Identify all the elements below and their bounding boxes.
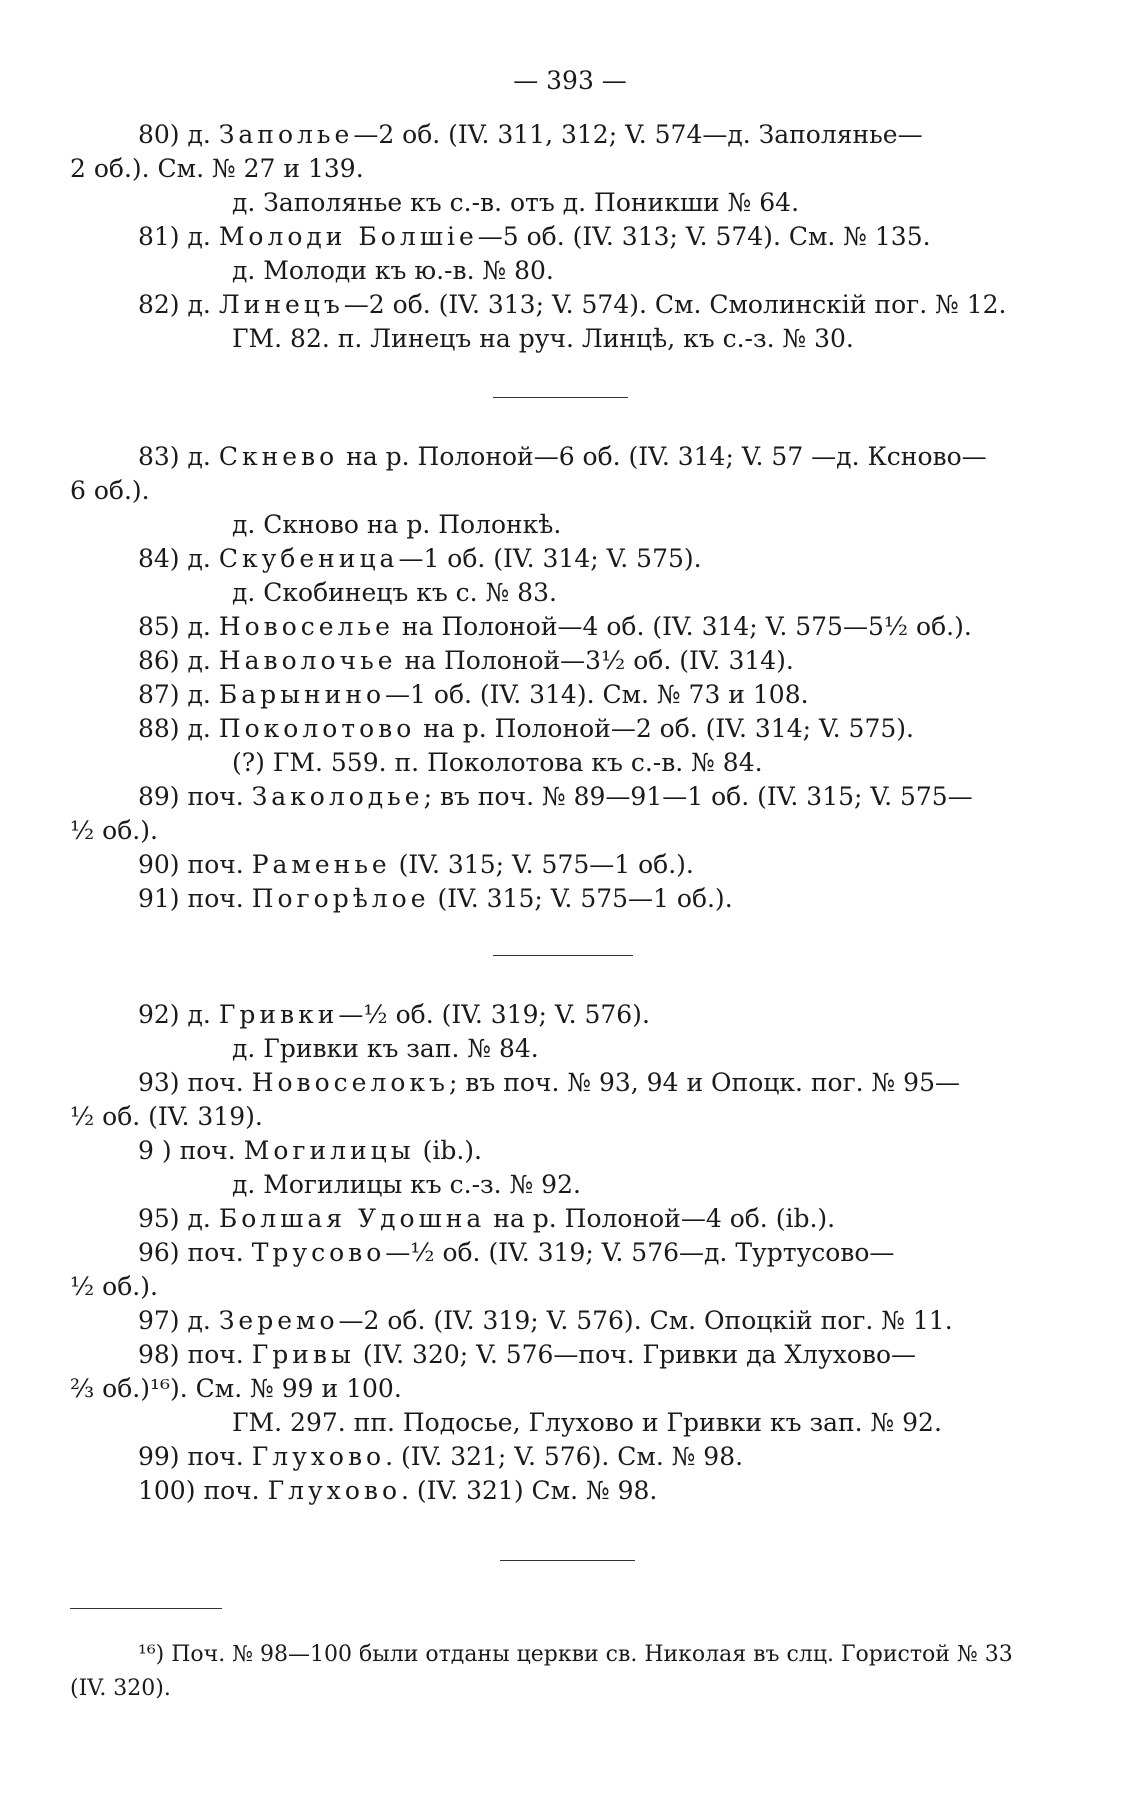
entry-number: 93) bbox=[138, 1068, 180, 1097]
entry-type: д. bbox=[187, 442, 211, 471]
continuation-line: ½ об. (IV. 319). bbox=[70, 1102, 263, 1131]
place-name: Молоди Болшіе bbox=[218, 222, 478, 251]
entry-line bbox=[70, 610, 1070, 644]
entry-line bbox=[70, 780, 1070, 814]
entry-details: . (IV. 321; V. 576). См. № 98. bbox=[385, 1442, 744, 1471]
entry-line bbox=[70, 1066, 1070, 1100]
entry-number: 87) bbox=[138, 680, 180, 709]
entry-number: 81) bbox=[138, 222, 180, 251]
entry-number: 99) bbox=[138, 1442, 180, 1471]
entry-line bbox=[70, 1202, 1070, 1236]
entry-number: 90) bbox=[138, 850, 180, 879]
entry-details: (IV. 315; V. 575—1 об.). bbox=[390, 850, 694, 879]
entry-line bbox=[70, 678, 1070, 712]
entry-details: —2 об. (IV. 313; V. 574). См. Смолинскій пог. № 12. bbox=[343, 290, 1007, 319]
entry-line bbox=[70, 644, 1070, 678]
note-line: д. Молоди къ ю.-в. № 80. bbox=[232, 256, 554, 285]
entry-number: 9 ) bbox=[138, 1136, 172, 1165]
continuation-line: 6 об.). bbox=[70, 476, 150, 505]
place-name: Трусово bbox=[251, 1238, 386, 1267]
place-name: Погорѣлое bbox=[251, 884, 430, 913]
entry-details: —1 об. (IV. 314). См. № 73 и 108. bbox=[385, 680, 809, 709]
place-name: Гривы bbox=[251, 1340, 355, 1369]
note-line: д. Заполянье къ с.-в. отъ д. Поникши № 64. bbox=[232, 188, 800, 217]
entry-number: 95) bbox=[138, 1204, 180, 1233]
entry-line bbox=[70, 542, 1070, 576]
entry-details: —1 об. (IV. 314; V. 575). bbox=[398, 544, 702, 573]
entry-number: 91) bbox=[138, 884, 180, 913]
entry-type: д. bbox=[187, 1000, 211, 1029]
entry-type: поч. bbox=[187, 1442, 244, 1471]
entry-line bbox=[70, 1134, 1070, 1168]
note-line: д. Могилицы къ с.-з. № 92. bbox=[232, 1170, 581, 1199]
entry-details: —2 об. (IV. 311, 312; V. 574—д. Заполянье— bbox=[353, 120, 923, 149]
entry-line bbox=[70, 998, 1070, 1032]
place-name: Линецъ bbox=[218, 290, 344, 319]
entry-type: д. bbox=[187, 120, 211, 149]
entry-type: поч. bbox=[187, 1238, 244, 1267]
entry-line bbox=[70, 1474, 1070, 1508]
entry-type: поч. bbox=[187, 1340, 244, 1369]
entry-type: д. bbox=[187, 612, 211, 641]
entry-number: 83) bbox=[138, 442, 180, 471]
entry-line bbox=[70, 440, 1070, 474]
footnote-line: ¹⁶) Поч. № 98—100 были отданы церкви св. Николая въ слц. Гористой № 33 bbox=[138, 1642, 1013, 1667]
entry-line bbox=[70, 288, 1070, 322]
place-name: Барынино bbox=[218, 680, 386, 709]
entry-number: 85) bbox=[138, 612, 180, 641]
entry-number: 88) bbox=[138, 714, 180, 743]
entry-line bbox=[70, 220, 1070, 254]
place-name: Скнево bbox=[218, 442, 339, 471]
entry-line bbox=[70, 848, 1070, 882]
entry-details: на р. Полоной—4 об. (ib.). bbox=[485, 1204, 836, 1233]
entry-type: поч. bbox=[187, 884, 244, 913]
continuation-line: ⅔ об.)¹⁶). См. № 99 и 100. bbox=[70, 1374, 402, 1403]
entry-details: —½ об. (IV. 319; V. 576). bbox=[338, 1000, 650, 1029]
section-divider bbox=[500, 1560, 635, 1561]
entry-details: ; въ поч. № 89—91—1 об. (IV. 315; V. 575— bbox=[423, 782, 973, 811]
entry-number: 86) bbox=[138, 646, 180, 675]
entry-details: (ib.). bbox=[414, 1136, 483, 1165]
entry-type: поч. bbox=[203, 1476, 260, 1505]
entry-type: д. bbox=[187, 714, 211, 743]
place-name: Гривки bbox=[218, 1000, 339, 1029]
entry-line bbox=[70, 1440, 1070, 1474]
entry-line bbox=[70, 1338, 1070, 1372]
entry-type: поч. bbox=[187, 850, 244, 879]
footnote-rule bbox=[70, 1608, 222, 1609]
entry-details: ; въ поч. № 93, 94 и Опоцк. пог. № 95— bbox=[448, 1068, 960, 1097]
place-name: Могилицы bbox=[243, 1136, 415, 1165]
entry-line bbox=[70, 882, 1070, 916]
entry-details: —5 об. (IV. 313; V. 574). См. № 135. bbox=[477, 222, 931, 251]
place-name: Скубеница bbox=[218, 544, 399, 573]
entry-details: (IV. 320; V. 576—поч. Гривки да Хлухово— bbox=[354, 1340, 916, 1369]
place-name: Болшая Удошна bbox=[218, 1204, 486, 1233]
place-name: Глухово bbox=[267, 1476, 402, 1505]
entry-type: поч. bbox=[187, 782, 244, 811]
section-1 bbox=[70, 118, 1070, 356]
entry-number: 98) bbox=[138, 1340, 180, 1369]
place-name: Новоселье bbox=[218, 612, 394, 641]
entry-line bbox=[70, 1304, 1070, 1338]
note-line: д. Скново на р. Полонкѣ. bbox=[232, 510, 562, 539]
entry-number: 100) bbox=[138, 1476, 196, 1505]
entry-type: д. bbox=[187, 1204, 211, 1233]
entry-line bbox=[70, 118, 1070, 152]
entry-details: —½ об. (IV. 319; V. 576—д. Туртусово— bbox=[385, 1238, 895, 1267]
note-line: (?) ГМ. 559. п. Поколотова къ с.-в. № 84. bbox=[232, 748, 763, 777]
footnote-line: (IV. 320). bbox=[70, 1676, 171, 1701]
section-divider bbox=[493, 397, 628, 398]
place-name: Раменье bbox=[251, 850, 391, 879]
entry-line bbox=[70, 712, 1070, 746]
place-name: Поколотово bbox=[218, 714, 416, 743]
entry-type: д. bbox=[187, 544, 211, 573]
entry-number: 96) bbox=[138, 1238, 180, 1267]
entry-type: д. bbox=[187, 680, 211, 709]
entry-details: (IV. 315; V. 575—1 об.). bbox=[429, 884, 733, 913]
entry-type: д. bbox=[187, 1306, 211, 1335]
place-name: Новоселокъ bbox=[251, 1068, 449, 1097]
note-line: д. Гривки къ зап. № 84. bbox=[232, 1034, 539, 1063]
entry-details: на р. Полоной—2 об. (IV. 314; V. 575). bbox=[415, 714, 914, 743]
entry-details: на р. Полоной—6 об. (IV. 314; V. 57 —д. Ксново— bbox=[338, 442, 987, 471]
entry-number: 82) bbox=[138, 290, 180, 319]
entry-type: поч. bbox=[179, 1136, 236, 1165]
note-line: ГМ. 82. п. Линецъ на руч. Линцѣ, къ с.-з. № 30. bbox=[232, 324, 854, 353]
entry-line bbox=[70, 1236, 1070, 1270]
entry-number: 84) bbox=[138, 544, 180, 573]
entry-details: —2 об. (IV. 319; V. 576). См. Опоцкій пог. № 11. bbox=[338, 1306, 953, 1335]
place-name: Наволочье bbox=[218, 646, 397, 675]
place-name: Глухово bbox=[251, 1442, 386, 1471]
footnote bbox=[70, 1638, 1070, 1706]
entry-details: . (IV. 321) См. № 98. bbox=[401, 1476, 658, 1505]
entry-type: д. bbox=[187, 646, 211, 675]
entry-number: 97) bbox=[138, 1306, 180, 1335]
entry-type: д. bbox=[187, 222, 211, 251]
place-name: Заколодье bbox=[251, 782, 424, 811]
note-line: ГМ. 297. пп. Подосье, Глухово и Гривки къ зап. № 92. bbox=[232, 1408, 942, 1437]
section-2 bbox=[70, 440, 1070, 916]
section-3 bbox=[70, 998, 1070, 1508]
entry-type: поч. bbox=[187, 1068, 244, 1097]
entry-details: на Полоной—4 об. (IV. 314; V. 575—5½ об.). bbox=[393, 612, 972, 641]
continuation-line: ½ об.). bbox=[70, 1272, 158, 1301]
entry-number: 89) bbox=[138, 782, 180, 811]
place-name: Зеремо bbox=[218, 1306, 339, 1335]
continuation-line: ½ об.). bbox=[70, 816, 158, 845]
page-number: — 393 — bbox=[513, 66, 627, 95]
entry-type: д. bbox=[187, 290, 211, 319]
continuation-line: 2 об.). См. № 27 и 139. bbox=[70, 154, 364, 183]
entry-details: на Полоной—3½ об. (IV. 314). bbox=[396, 646, 794, 675]
note-line: д. Скобинецъ къ с. № 83. bbox=[232, 578, 557, 607]
entry-number: 80) bbox=[138, 120, 180, 149]
place-name: Заполье bbox=[218, 120, 354, 149]
entry-number: 92) bbox=[138, 1000, 180, 1029]
section-divider bbox=[493, 955, 633, 956]
